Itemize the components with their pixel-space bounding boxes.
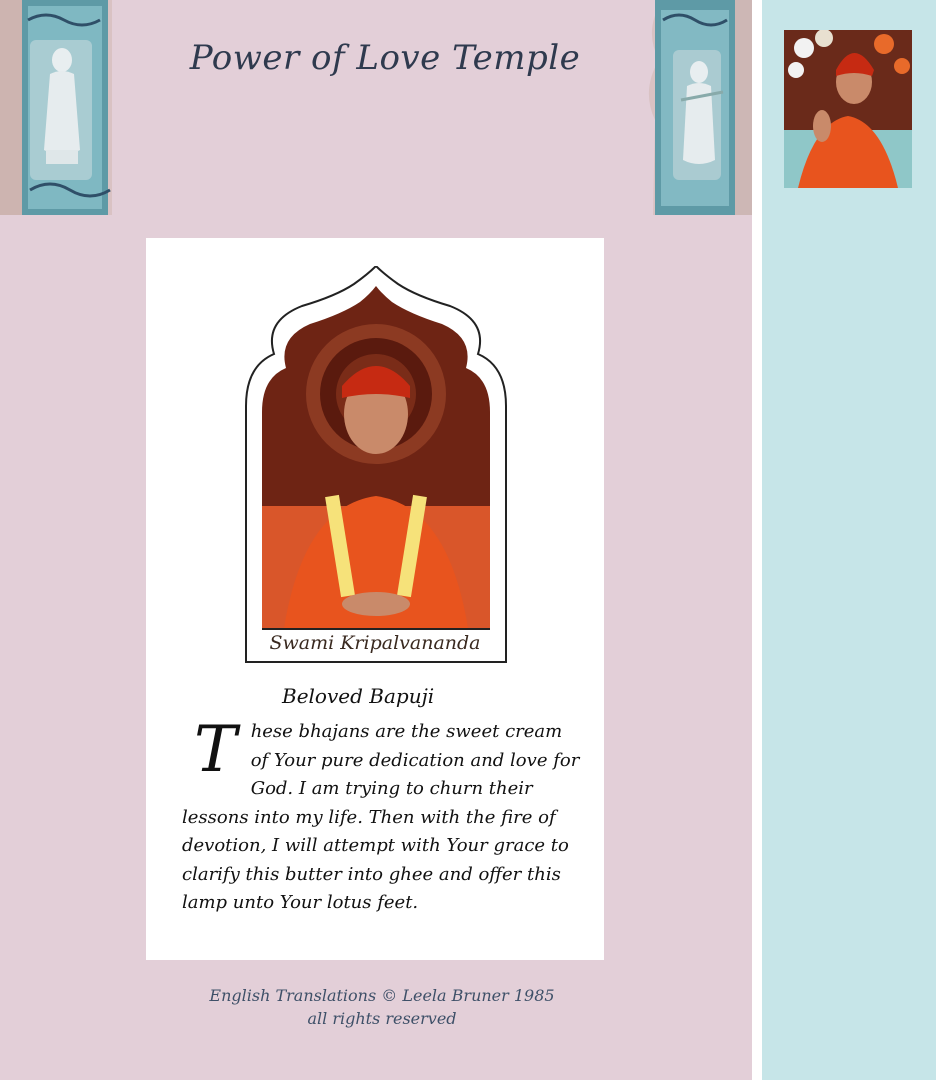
letter-body — [182, 713, 582, 918]
letter-text: hese bhajans are the sweet cream of Your pure dedication and love for God. I am trying to churn their lessons into my life. Then with the fire of devotion, I will attempt with Your grace to clarify this butter into ghee and offer this lamp unto Your lotus feet. — [182, 721, 580, 913]
page-title: Power of Love Temple — [189, 38, 581, 78]
column-divider — [752, 0, 762, 1080]
drop-cap: T — [194, 713, 237, 787]
right-pillar-image — [633, 0, 752, 215]
portrait-frame — [244, 266, 508, 664]
salutation: Beloved Bapuji — [282, 684, 435, 708]
dedication-card — [146, 238, 604, 960]
left-pillar-image — [0, 0, 112, 215]
copyright-line: English Translations © Leela Bruner 1985 — [209, 986, 555, 1005]
dedication-letter — [182, 684, 582, 918]
swami-thumbnail-image[interactable] — [784, 30, 912, 188]
rights-line: all rights reserved — [307, 1009, 457, 1028]
portrait-caption: Swami Kripalvananda — [269, 632, 481, 654]
copyright-notice — [146, 984, 618, 1030]
